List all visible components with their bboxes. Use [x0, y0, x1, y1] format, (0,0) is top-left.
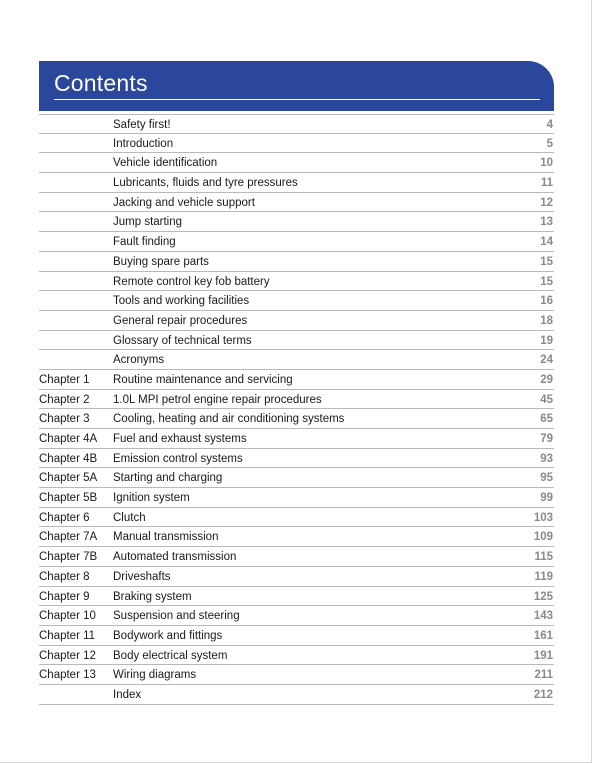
- toc-row[interactable]: [39, 350, 554, 370]
- toc-page-number: 4: [546, 119, 553, 131]
- toc-chapter-label: Chapter 3: [39, 413, 90, 426]
- toc-entry-title[interactable]: Ignition system: [113, 492, 190, 505]
- toc-page-number: 99: [540, 492, 553, 505]
- toc-row[interactable]: [39, 311, 554, 331]
- toc-row[interactable]: [39, 587, 554, 607]
- toc-page-number: 191: [533, 649, 553, 662]
- toc-row[interactable]: [39, 134, 554, 154]
- toc-entry-title[interactable]: Safety first!: [113, 119, 171, 131]
- toc-page-number: 15: [540, 275, 553, 288]
- toc-entry-title[interactable]: Bodywork and fittings: [113, 629, 223, 642]
- toc-row[interactable]: [39, 449, 554, 469]
- toc-chapter-label: Chapter 8: [39, 570, 90, 583]
- toc-page-number: 11: [540, 177, 553, 190]
- toc-entry-title[interactable]: Cooling, heating and air conditioning systems: [113, 413, 345, 426]
- toc-row[interactable]: [39, 606, 554, 626]
- toc-entry-title[interactable]: Starting and charging: [113, 472, 223, 485]
- toc-page-number: 103: [533, 511, 553, 524]
- toc-entry-title[interactable]: Buying spare parts: [113, 255, 209, 268]
- toc-row[interactable]: [39, 527, 554, 547]
- toc-entry-title[interactable]: Braking system: [113, 590, 192, 603]
- table-of-contents: [39, 114, 554, 705]
- toc-chapter-label: Chapter 13: [39, 669, 96, 682]
- toc-entry-title[interactable]: Fuel and exhaust systems: [113, 433, 247, 445]
- toc-chapter-label: Chapter 5B: [39, 492, 98, 505]
- toc-entry-title[interactable]: Index: [113, 688, 142, 701]
- toc-page-number: 29: [540, 373, 553, 386]
- toc-entry-title[interactable]: Jump starting: [113, 216, 183, 229]
- toc-row[interactable]: [39, 665, 554, 685]
- toc-entry-title[interactable]: Emission control systems: [113, 452, 243, 465]
- toc-row[interactable]: [39, 646, 554, 666]
- toc-page-number: 65: [540, 413, 553, 426]
- toc-chapter-label: Chapter 12: [39, 649, 96, 662]
- toc-chapter-label: Chapter 5A: [39, 472, 98, 485]
- toc-page-number: 161: [533, 629, 553, 642]
- toc-row[interactable]: [39, 409, 554, 429]
- toc-chapter-label: Chapter 10: [39, 610, 96, 623]
- toc-entry-title[interactable]: Body electrical system: [113, 649, 228, 662]
- toc-page-number: 18: [540, 314, 553, 327]
- toc-page-number: 212: [533, 688, 553, 701]
- toc-chapter-label: Chapter 6: [39, 511, 90, 524]
- toc-chapter-label: Chapter 2: [39, 393, 90, 406]
- toc-row[interactable]: [39, 193, 554, 213]
- toc-entry-title[interactable]: General repair procedures: [113, 314, 248, 327]
- toc-page-number: 15: [540, 255, 553, 268]
- toc-chapter-label: Chapter 4B: [39, 452, 98, 465]
- toc-row[interactable]: [39, 212, 554, 232]
- toc-row[interactable]: [39, 488, 554, 508]
- toc-page-number: 24: [540, 354, 553, 367]
- toc-entry-title[interactable]: Glossary of technical terms: [113, 334, 252, 347]
- toc-chapter-label: Chapter 11: [39, 629, 96, 642]
- toc-row[interactable]: [39, 272, 554, 292]
- toc-entry-title[interactable]: Driveshafts: [113, 570, 171, 583]
- toc-entry-title[interactable]: Wiring diagrams: [113, 669, 197, 682]
- toc-entry-title[interactable]: Clutch: [113, 511, 146, 524]
- toc-page-number: 14: [540, 236, 553, 249]
- toc-entry-title[interactable]: Automated transmission: [113, 551, 237, 564]
- header-rule: [54, 99, 540, 100]
- toc-row[interactable]: [39, 370, 554, 390]
- toc-row[interactable]: [39, 331, 554, 351]
- toc-row[interactable]: [39, 429, 554, 449]
- toc-page-number: 125: [533, 590, 553, 603]
- toc-page-number: 13: [540, 216, 553, 229]
- toc-page-number: 5: [546, 137, 553, 150]
- toc-page-number: 45: [540, 393, 553, 406]
- toc-entry-title[interactable]: 1.0L MPI petrol engine repair procedures: [113, 393, 322, 406]
- toc-entry-title[interactable]: Remote control key fob battery: [113, 275, 270, 288]
- toc-entry-title[interactable]: Manual transmission: [113, 531, 219, 544]
- toc-page-number: 211: [534, 669, 553, 682]
- toc-chapter-label: Chapter 7A: [39, 531, 98, 544]
- toc-page-number: 143: [533, 610, 553, 623]
- toc-entry-title[interactable]: Vehicle identification: [113, 157, 218, 170]
- toc-page-number: 119: [534, 570, 553, 583]
- toc-row[interactable]: [39, 547, 554, 567]
- toc-entry-title[interactable]: Jacking and vehicle support: [113, 196, 255, 209]
- toc-row[interactable]: [39, 685, 554, 705]
- toc-row[interactable]: [39, 252, 554, 272]
- toc-page-number: 115: [534, 551, 553, 564]
- toc-chapter-label: Chapter 4A: [39, 433, 98, 445]
- toc-page-number: 109: [533, 531, 553, 544]
- toc-chapter-label: Chapter 7B: [39, 551, 98, 564]
- toc-entry-title[interactable]: Lubricants, fluids and tyre pressures: [113, 177, 298, 190]
- toc-page-number: 10: [540, 157, 553, 170]
- toc-entry-title[interactable]: Routine maintenance and servicing: [113, 373, 293, 386]
- toc-row[interactable]: [39, 567, 554, 587]
- toc-row[interactable]: [39, 626, 554, 646]
- toc-row[interactable]: [39, 468, 554, 488]
- toc-row[interactable]: [39, 114, 554, 134]
- toc-chapter-label: Chapter 9: [39, 590, 90, 603]
- toc-entry-title[interactable]: Introduction: [113, 137, 174, 150]
- toc-page-number: 95: [540, 472, 553, 485]
- toc-page-number: 93: [540, 452, 553, 465]
- toc-entry-title[interactable]: Suspension and steering: [113, 610, 240, 623]
- toc-page-number: 12: [540, 196, 553, 209]
- toc-row[interactable]: [39, 390, 554, 410]
- toc-page-number: 19: [540, 334, 553, 347]
- toc-page-number: 79: [540, 433, 553, 445]
- toc-entry-title[interactable]: Fault finding: [113, 236, 176, 249]
- toc-entry-title[interactable]: Acronyms: [113, 354, 165, 367]
- toc-row[interactable]: [39, 153, 554, 173]
- page-title: Contents: [54, 70, 148, 96]
- toc-row[interactable]: [39, 232, 554, 252]
- toc-row[interactable]: [39, 291, 554, 311]
- toc-entry-title[interactable]: Tools and working facilities: [113, 295, 250, 308]
- toc-row[interactable]: [39, 508, 554, 528]
- toc-page-number: 16: [540, 295, 553, 308]
- toc-chapter-label: Chapter 1: [39, 373, 90, 386]
- contents-header: [39, 61, 554, 111]
- toc-row[interactable]: [39, 173, 554, 193]
